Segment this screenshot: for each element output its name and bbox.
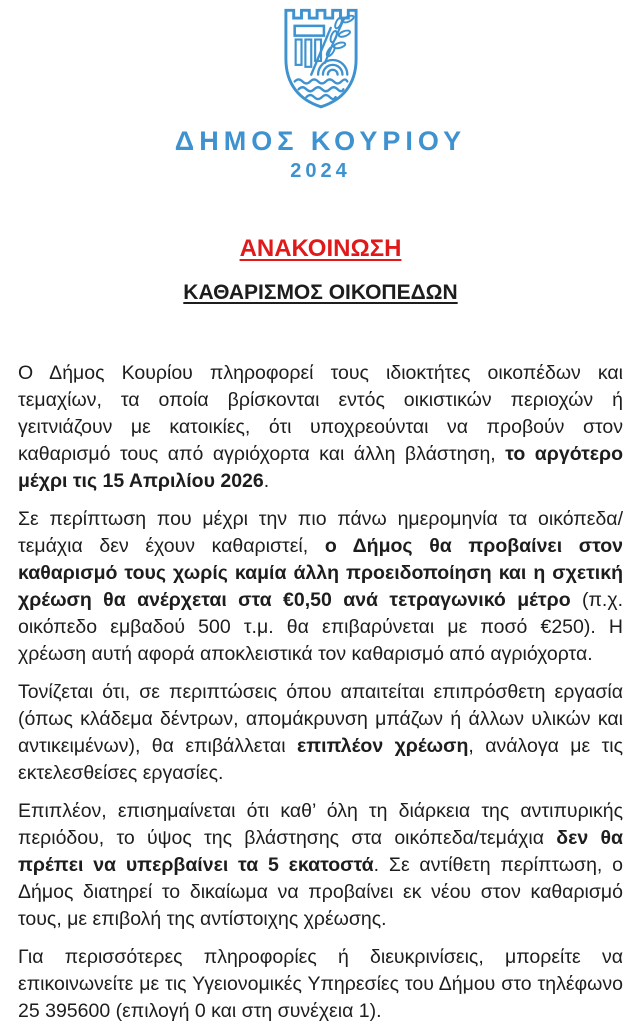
text-run: . Σε αντίθετη περίπτωση, ο Δήμος διατηρεί το δικαίωμα να προβαίνει εκ νέου στον καθαρισμό τους, με επιβολή της αντίστοιχης χρέωσης. bbox=[18, 854, 623, 930]
paragraph-additional-charge bbox=[18, 679, 623, 787]
text-run: Για περισσότερες πληροφορίες ή διευκρινίσεις, μπορείτε να επικοινωνείτε με τις Υγειονομικές Υπηρεσίες του Δήμου στο τηλέφωνο 25 395600 (επιλογή 0 και στη συνέχεια 1). bbox=[18, 946, 623, 1022]
letterhead bbox=[0, 0, 641, 183]
column-architrave bbox=[294, 26, 323, 36]
text-run: (π.χ. οικόπεδο εμβαδού 500 τ.μ. θα επιβαρύνεται με ποσό €250). Η χρέωση αυτή αφορά αποκλειστικά τον καθαρισμό από αγριόχορτα. bbox=[18, 589, 623, 665]
text-run: Σε περίπτωση που μέχρι την πιο πάνω ημερομηνία τα οικόπεδα/τεμάχια δεν έχουν καθαριστεί, bbox=[18, 508, 623, 557]
text-run: . bbox=[263, 470, 270, 492]
announcement-subtitle: ΚΑΘΑΡΙΣΜΟΣ ΟΙΚΟΠΕΔΩΝ bbox=[183, 281, 458, 304]
paragraph-vegetation-height-limit bbox=[18, 798, 623, 933]
municipality-year: 2024 bbox=[290, 160, 351, 182]
paragraph-contact-info bbox=[18, 944, 623, 1025]
text-run-bold: ο Δήμος θα προβαίνει στον καθαρισμό τους χωρίς καμία άλλη προειδοποίηση και η σχετική χρέωση θα ανέρχεται στα €0,50 ανά τετραγωνικό μέτρο bbox=[18, 535, 624, 611]
text-run: Ο Δήμος Κουρίου πληροφορεί τους ιδιοκτήτες οικοπέδων και τεμαχίων, τα οποία βρίσκονται εντός οικιστικών περιοχών ή γειτνιάζουν με κατοικίες, ότι υποχρεούνται να προβούν στον καθαρισμό τους από αγριόχορτα και άλλη βλάστηση, bbox=[18, 362, 623, 465]
announcement-body bbox=[18, 360, 623, 1025]
text-run: Επιπλέον, επισημαίνεται ότι καθ’ όλη τη διάρκεια της αντιπυρικής περιόδου, το ύψος της βλάστησης στα οικόπεδα/τεμάχια bbox=[18, 800, 623, 849]
text-run: Τονίζεται ότι, σε περιπτώσεις όπου απαιτείται επιπρόσθετη εργασία (όπως κλάδεμα δέντρων, απομάκρυνση μπάζων ή άλλων υλικών και αντικειμένων), θα επιβάλλεται bbox=[18, 681, 623, 757]
text-run-bold: δεν θα πρέπει να υπερβαίνει τα 5 εκατοστά bbox=[18, 827, 623, 876]
sun-arcs bbox=[327, 70, 337, 75]
municipality-name: ΔΗΜΟΣ ΚΟΥΡΙΟΥ bbox=[174, 126, 467, 156]
text-run: , ανάλογα με τις εκτελεσθείσες εργασίες. bbox=[18, 735, 624, 784]
paragraph-cleaning-obligation bbox=[18, 360, 623, 495]
paragraph-municipal-cleaning-charge bbox=[18, 506, 623, 668]
announcement-title: ΑΝΑΚΟΙΝΩΣΗ bbox=[239, 235, 402, 262]
municipality-emblem-icon bbox=[282, 6, 360, 114]
column-shaft bbox=[295, 40, 301, 65]
text-run-bold: επιπλέον χρέωση bbox=[296, 735, 469, 757]
text-run-bold: το αργότερο μέχρι τις 15 Απριλίου 2026 bbox=[18, 443, 623, 492]
column-shaft bbox=[305, 40, 311, 67]
